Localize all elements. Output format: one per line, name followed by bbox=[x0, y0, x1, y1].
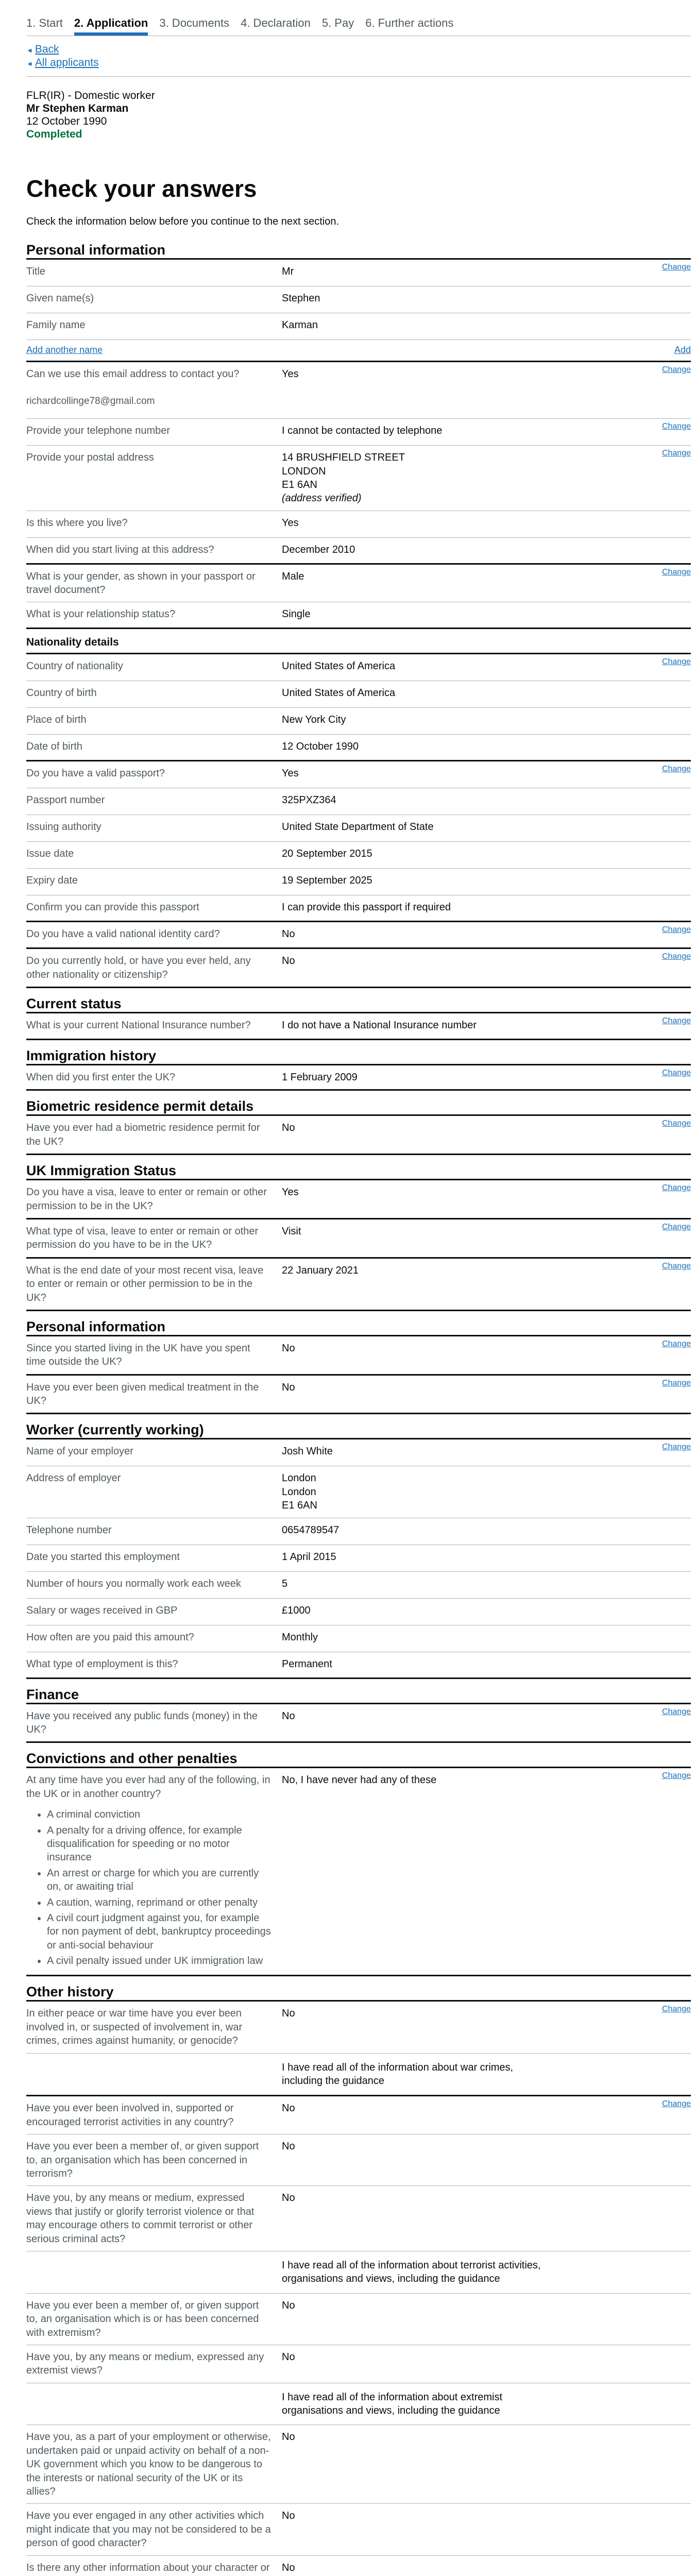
progress-step-declaration: 4. Declaration bbox=[241, 16, 311, 29]
answer-row-nationality bbox=[26, 654, 691, 681]
answer: Yes bbox=[282, 768, 299, 779]
answer: I cannot be contacted by telephone bbox=[282, 425, 443, 437]
question: Family name bbox=[26, 319, 86, 331]
answer: No bbox=[282, 1710, 295, 1722]
answer: No bbox=[282, 2141, 295, 2153]
change-link[interactable]: Change bbox=[661, 1068, 691, 1077]
answer: No bbox=[282, 2192, 295, 2204]
address-verified: (address verified) bbox=[282, 493, 362, 504]
question: Have you ever engaged in any other activities which might indicate that you may not be considered to be a person of good character? bbox=[26, 2510, 271, 2549]
answer: No bbox=[282, 955, 295, 967]
question: Name of your employer bbox=[26, 1446, 133, 1458]
answer-row-given-name bbox=[26, 286, 691, 313]
answer: Josh White bbox=[282, 1446, 333, 1458]
question: Issuing authority bbox=[26, 821, 101, 833]
answer-row-email bbox=[26, 362, 691, 419]
answer: Male bbox=[282, 570, 304, 582]
answer: No bbox=[282, 2103, 295, 2114]
question: Have you received any public funds (money) in the UK? bbox=[26, 1710, 258, 1736]
guidance-confirmation: I have read all of the information about extremist organisations and views, including the guidance bbox=[282, 2391, 503, 2417]
question: Given name(s) bbox=[26, 293, 94, 304]
question: What is your current National Insurance number? bbox=[26, 1019, 251, 1031]
question: Place of birth bbox=[26, 714, 87, 726]
add-another-name-row bbox=[26, 340, 691, 362]
question: Have you ever been given medical treatment in the UK? bbox=[26, 1381, 259, 1407]
question: Is there any other information about your character or bbox=[26, 2562, 270, 2573]
change-link[interactable]: Change bbox=[661, 263, 691, 272]
guidance-confirmation: I have read all of the information about war crimes, including the guidance bbox=[282, 2061, 514, 2087]
answer: No bbox=[282, 2008, 295, 2020]
change-link[interactable]: Change bbox=[661, 1707, 691, 1716]
add-another-name-link[interactable]: Add another name bbox=[26, 345, 103, 355]
back-link[interactable]: ◄ Back bbox=[26, 43, 691, 57]
answer-row-family-name bbox=[26, 313, 691, 340]
answer-row-confirm-passport bbox=[26, 895, 691, 922]
question: Do you have a valid national identity card? bbox=[26, 928, 220, 940]
answer-row-visa bbox=[26, 1180, 691, 1219]
list-item: • A criminal conviction bbox=[47, 1808, 271, 1821]
applicant-summary bbox=[26, 77, 691, 141]
address-line: 14 BRUSHFIELD STREET bbox=[282, 452, 405, 464]
answer: Yes bbox=[282, 517, 299, 529]
answer: No bbox=[282, 928, 295, 940]
change-link[interactable]: Change bbox=[661, 1378, 691, 1387]
change-link[interactable]: Change bbox=[661, 1183, 691, 1193]
question: Have you, as a part of your employment or otherwise, undertaken paid or unpaid activity on behalf of a non-UK government which you know to be dangerous to the interests or national security of the UK or its allies? bbox=[26, 2431, 271, 2498]
question: Country of birth bbox=[26, 687, 97, 699]
all-applicants-link[interactable]: ◄ All applicants bbox=[26, 57, 691, 70]
address-line: London bbox=[282, 1472, 316, 1484]
answer-row-public-funds bbox=[26, 1704, 691, 1743]
question: Date you started this employment bbox=[26, 1551, 180, 1563]
answer: Mr bbox=[282, 266, 294, 278]
answer-row-issue-date bbox=[26, 842, 691, 869]
answer-row-postal-address bbox=[26, 446, 691, 511]
answer-row-salary bbox=[26, 1599, 691, 1625]
question bbox=[26, 1773, 282, 1970]
section-brp-details: Biometric residence permit details bbox=[26, 1095, 691, 1116]
answer-row-issuing-authority bbox=[26, 815, 691, 842]
section-personal-information: Personal information bbox=[26, 239, 691, 260]
answer: I do not have a National Insurance number bbox=[282, 1019, 477, 1031]
answer: 5 bbox=[282, 1578, 288, 1589]
guidance-confirmation: I have read all of the information about terrorist activities, organisations and views, including the guidance bbox=[282, 2259, 541, 2285]
answer-row-hours bbox=[26, 1572, 691, 1599]
question bbox=[26, 367, 282, 413]
answer: Single bbox=[282, 608, 311, 620]
answer: 22 January 2021 bbox=[282, 1264, 359, 1276]
change-link[interactable]: Change bbox=[661, 2005, 691, 2014]
change-link[interactable]: Change bbox=[661, 1222, 691, 1231]
question: How often are you paid this amount? bbox=[26, 1631, 194, 1643]
section-convictions: Convictions and other penalties bbox=[26, 1747, 691, 1768]
applicant-name: Mr Stephen Karman bbox=[26, 103, 129, 114]
answer: No bbox=[282, 2299, 295, 2311]
answer: 1 April 2015 bbox=[282, 1551, 336, 1563]
question: What type of employment is this? bbox=[26, 1658, 178, 1670]
change-link[interactable]: Change bbox=[661, 925, 691, 935]
answer-row-employment-start bbox=[26, 1545, 691, 1572]
answer: I can provide this passport if required bbox=[282, 902, 451, 913]
answer: No bbox=[282, 1122, 295, 1134]
answer-row-extremist-views bbox=[26, 2345, 691, 2383]
address-line: E1 6AN bbox=[282, 1500, 317, 1512]
answer-row-place-of-birth bbox=[26, 708, 691, 735]
answer: Monthly bbox=[282, 1631, 318, 1643]
change-link[interactable]: Change bbox=[661, 1016, 691, 1025]
answer-row-passport-number bbox=[26, 788, 691, 815]
question: Provide your telephone number bbox=[26, 425, 171, 437]
question: Telephone number bbox=[26, 1524, 112, 1536]
list-item: • An arrest or charge for which you are currently on, or awaiting trial bbox=[47, 1867, 271, 1894]
answer-row-pay-frequency bbox=[26, 1625, 691, 1652]
answer: No, I have never had any of these bbox=[282, 1774, 437, 1786]
question: Provide your postal address bbox=[26, 452, 154, 464]
question: Since you started living in the UK have you spent time outside the UK? bbox=[26, 1342, 250, 1368]
answer bbox=[282, 451, 691, 505]
answer: Permanent bbox=[282, 1658, 332, 1670]
application-type: FLR(IR) - Domestic worker bbox=[26, 90, 155, 101]
section-other-history: Other history bbox=[26, 1980, 691, 2002]
question: Have you ever had a biometric residence permit for the UK? bbox=[26, 1122, 260, 1147]
answer-row-time-outside-uk bbox=[26, 1336, 691, 1376]
question: What is your gender, as shown in your passport or travel document? bbox=[26, 570, 256, 596]
answer: 0654789547 bbox=[282, 1524, 339, 1536]
list-item: • A civil penalty issued under UK immigration law bbox=[47, 1954, 271, 1968]
list-item: • A caution, warning, reprimand or other penalty bbox=[47, 1896, 271, 1909]
answer: £1000 bbox=[282, 1604, 311, 1616]
answer-row-terrorist-organisation bbox=[26, 2134, 691, 2186]
question: Expiry date bbox=[26, 875, 78, 887]
progress-step-further-actions: 6. Further actions bbox=[365, 16, 454, 29]
answer-row-employment-type bbox=[26, 1652, 691, 1679]
answer-row-visa-end-date bbox=[26, 1259, 691, 1311]
question: Have you ever been a member of, or given support to, an organisation which has been concerned in terrorism? bbox=[26, 2141, 259, 2179]
progress-step-application[interactable]: 2. Application bbox=[74, 15, 148, 36]
answer-row-country-of-birth bbox=[26, 681, 691, 708]
question: What type of visa, leave to enter or remain or other permission do you have to be in the UK? bbox=[26, 1225, 259, 1251]
answer-row-employer-name bbox=[26, 1439, 691, 1466]
section-nationality-details: Nationality details bbox=[26, 629, 691, 654]
answer: December 2010 bbox=[282, 544, 355, 555]
question: When did you start living at this address? bbox=[26, 544, 214, 555]
answer: Yes bbox=[282, 1187, 299, 1198]
answer: Visit bbox=[282, 1225, 301, 1237]
answer-row-other-nationality bbox=[26, 949, 691, 988]
change-link[interactable]: Change bbox=[661, 2099, 691, 2109]
answer-row-visa-type bbox=[26, 1219, 691, 1259]
progress-step-documents: 3. Documents bbox=[159, 16, 230, 29]
change-link[interactable]: Change bbox=[661, 422, 691, 431]
change-link[interactable]: Change bbox=[661, 1771, 691, 1781]
section-current-status: Current status bbox=[26, 992, 691, 1013]
answer: United State Department of State bbox=[282, 821, 434, 833]
question: What is the end date of your most recent visa, leave to enter or remain or other permission to be in the UK? bbox=[26, 1264, 264, 1303]
answer-row-employer-address bbox=[26, 1466, 691, 1518]
change-link[interactable]: Change bbox=[661, 657, 691, 667]
answer-row-employer-telephone bbox=[26, 1518, 691, 1545]
answer-row-relationship bbox=[26, 602, 691, 629]
section-personal-information-2: Personal information bbox=[26, 1315, 691, 1336]
answer bbox=[282, 1471, 691, 1512]
question: Have you ever been a member of, or given support to, an organisation which is or has been concerned with extremism? bbox=[26, 2299, 259, 2338]
address-line: E1 6AN bbox=[282, 479, 317, 490]
answer: No bbox=[282, 2351, 295, 2363]
question-text: At any time have you ever had any of the following, in the UK or in another country? bbox=[26, 1774, 270, 1800]
question: Country of nationality bbox=[26, 660, 123, 672]
back-links bbox=[26, 36, 691, 70]
question: Is this where you live? bbox=[26, 517, 128, 529]
answer: No bbox=[282, 2562, 295, 2573]
section-worker: Worker (currently working) bbox=[26, 1418, 691, 1439]
question-text: Can we use this email address to contact you? bbox=[26, 368, 240, 380]
address-line: London bbox=[282, 1486, 316, 1498]
change-link[interactable]: Change bbox=[661, 449, 691, 458]
question: Have you ever been involved in, supported or encouraged terrorist activities in any country? bbox=[26, 2103, 234, 2128]
list-item: • A civil court judgment against you, for example for non payment of debt, bankruptcy proceedings or anti-social behaviour bbox=[47, 1911, 271, 1952]
list-item: • A penalty for a driving offence, for example disqualification for speeding or no motor insurance bbox=[47, 1824, 271, 1865]
answer: New York City bbox=[282, 714, 346, 726]
answer: 12 October 1990 bbox=[282, 741, 359, 753]
question: In either peace or war time have you ever been involved in, or suspected of involvement in, war crimes, crimes against humanity, or genocide? bbox=[26, 2008, 243, 2047]
extremism-guidance-row bbox=[26, 2383, 691, 2426]
question: Date of birth bbox=[26, 741, 82, 753]
question: What is your relationship status? bbox=[26, 608, 176, 620]
answer-row-id-card bbox=[26, 922, 691, 949]
answer-row-terrorist-views bbox=[26, 2186, 691, 2251]
email-address: richardcollinge78@gmail.com bbox=[26, 395, 155, 406]
answer-row-first-entry bbox=[26, 1065, 691, 1091]
answer: No bbox=[282, 1342, 295, 1354]
convictions-list bbox=[47, 1808, 271, 1968]
section-uk-immigration-status: UK Immigration Status bbox=[26, 1159, 691, 1180]
answer: No bbox=[282, 2431, 295, 2443]
applicant-dob: 12 October 1990 bbox=[26, 115, 107, 127]
question: Title bbox=[26, 266, 46, 278]
question: When did you first enter the UK? bbox=[26, 1071, 176, 1083]
answer-row-convictions bbox=[26, 1768, 691, 1976]
answer-row-good-character bbox=[26, 2504, 691, 2555]
answer: United States of America bbox=[282, 660, 396, 672]
war-crimes-guidance-row bbox=[26, 2054, 691, 2097]
answer: 20 September 2015 bbox=[282, 848, 372, 860]
answer: No bbox=[282, 1381, 295, 1393]
question: Have you, by any means or medium, expressed any extremist views? bbox=[26, 2351, 264, 2377]
change-link[interactable]: Change bbox=[661, 952, 691, 961]
question: Number of hours you normally work each week bbox=[26, 1578, 241, 1589]
answer-row-medical-treatment bbox=[26, 1376, 691, 1415]
question: Confirm you can provide this passport bbox=[26, 902, 199, 913]
change-link[interactable]: Change bbox=[661, 567, 691, 577]
answer-row-war-crimes bbox=[26, 2002, 691, 2053]
change-link[interactable]: Change bbox=[661, 1119, 691, 1128]
question: Passport number bbox=[26, 794, 105, 806]
answer-row-expiry-date bbox=[26, 869, 691, 895]
answer-row-extremist-organisation bbox=[26, 2294, 691, 2345]
answer-row-live-since bbox=[26, 538, 691, 565]
progress-steps bbox=[26, 0, 691, 36]
answer: United States of America bbox=[282, 687, 396, 699]
change-link[interactable]: Change bbox=[661, 365, 691, 375]
answer-row-date-of-birth bbox=[26, 735, 691, 761]
section-finance: Finance bbox=[26, 1683, 691, 1704]
progress-step-start[interactable]: 1. Start bbox=[26, 16, 63, 29]
answer: No bbox=[282, 2510, 295, 2522]
question: Address of employer bbox=[26, 1472, 121, 1484]
question: Issue date bbox=[26, 848, 74, 860]
answer: Stephen bbox=[282, 293, 320, 304]
question: Salary or wages received in GBP bbox=[26, 1604, 178, 1616]
change-link[interactable]: Change bbox=[661, 765, 691, 774]
answer: 1 February 2009 bbox=[282, 1071, 358, 1083]
question: Do you currently hold, or have you ever held, any other nationality or citizenship? bbox=[26, 955, 251, 980]
answer-row-telephone bbox=[26, 419, 691, 446]
progress-step-pay: 5. Pay bbox=[321, 16, 354, 29]
answer-row-live-here bbox=[26, 511, 691, 538]
answer-row-other-information bbox=[26, 2556, 691, 2576]
answer: Karman bbox=[282, 319, 318, 331]
section-immigration-history: Immigration history bbox=[26, 1044, 691, 1065]
answer-row-brp bbox=[26, 1116, 691, 1155]
answer-row-terrorist-activities bbox=[26, 2096, 691, 2134]
question: Do you have a visa, leave to enter or remain or other permission to be in the UK? bbox=[26, 1187, 267, 1212]
add-link[interactable]: Add bbox=[674, 345, 691, 355]
answer-row-title bbox=[26, 260, 691, 286]
intro-text: Check the information below before you continue to the next section. bbox=[26, 216, 339, 227]
answer-row-gender bbox=[26, 565, 691, 603]
change-link[interactable]: Change bbox=[661, 1339, 691, 1348]
question: Have you, by any means or medium, expressed views that justify or glorify terrorist violence or that may encourage others to commit terrorist or other serious criminal acts? bbox=[26, 2192, 254, 2245]
address-line: LONDON bbox=[282, 465, 326, 477]
answer: 19 September 2025 bbox=[282, 875, 372, 887]
answer-row-foreign-government bbox=[26, 2425, 691, 2504]
change-link[interactable]: Change bbox=[661, 1261, 691, 1270]
answer-row-valid-passport bbox=[26, 761, 691, 788]
answer: Yes bbox=[282, 368, 299, 380]
terrorism-guidance-row bbox=[26, 2251, 691, 2294]
question: Do you have a valid passport? bbox=[26, 768, 165, 779]
answer-row-national-insurance bbox=[26, 1013, 691, 1040]
page-title: Check your answers bbox=[26, 175, 257, 202]
status-badge: Completed bbox=[26, 128, 82, 140]
answer: 325PXZ364 bbox=[282, 794, 336, 806]
change-link[interactable]: Change bbox=[661, 1443, 691, 1452]
